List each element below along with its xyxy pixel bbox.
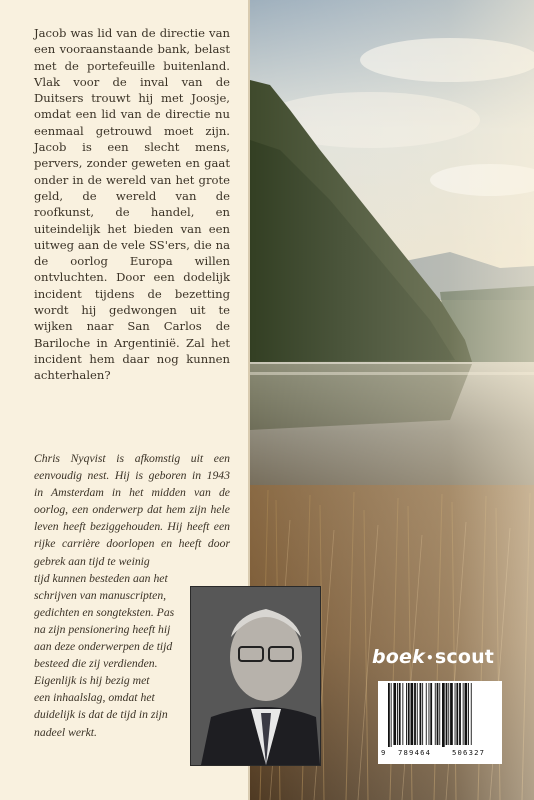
barcode-bar [450,683,453,745]
bio-line: rijke carrière doorlopen en heeft door [34,537,230,551]
barcode-bar [393,683,396,745]
barcode-bar [399,683,401,745]
bio-line: gebrek aan tijd te weinig [34,554,150,568]
barcode-bar [437,683,439,745]
publisher-logo [372,646,494,668]
bio-line: oorlog, een onderwerp dat hem zijn hele [34,503,230,517]
barcode-bar [397,683,398,745]
bio-line: leven heeft beziggehouden. Hij heeft een [34,520,230,534]
barcode-bar [391,683,392,747]
barcode-bar [411,683,414,745]
publisher-name-part2: scout [434,646,495,668]
barcode-bar [435,683,436,745]
barcode-bars [378,681,502,747]
barcode-bar [448,683,449,745]
barcode-bar [471,683,472,745]
barcode-bar [459,683,461,745]
bio-line: gedichten en songteksten. Pas [34,605,175,619]
bio-line: duidelijk is dat de tijd in zijn [34,708,168,722]
bio-line: tijd kunnen besteden aan het [34,571,168,585]
book-blurb: Jacob was lid van de directie van een vooraanstaande bank, belast met de portefeuille buitenland. Vlak voor de inval van de Duitsers trouwt hij met Joosje, omdat een lid van de directie nu eenmaal getrouwd moet zijn. Jacob is een slecht mens, pervers, zonder geweten en gaat onder in de wereld van het grote geld, de wereld van de roofkunst, de handel, en uiteindelijk het bieden van een uitweg aan de vele SS'ers, die na de oorlog Europa willen ontvluchten. Door een dodelijk incident tijdens de bezetting wordt hij gedwongen uit te wijken naar San Carlos de Bariloche in Argentinië. Zal het incident hem daar nog kunnen achterhalen? [34,26,230,383]
barcode-bar [388,683,390,747]
isbn-group-1: 789464 [398,748,432,757]
barcode-bar [426,683,427,745]
bio-line: na zijn pensionering heeft hij [34,622,171,636]
barcode-bar [417,683,418,745]
isbn-first-digit: 9 [381,748,386,757]
barcode-bar [406,683,407,745]
barcode-bar [442,683,445,747]
author-photo [190,586,321,766]
author-portrait-image [191,587,320,765]
bio-line: Eigenlijk is hij bezig met [34,674,150,688]
bio-line: schrijven van manuscripten, [34,588,167,602]
barcode-bar [420,683,422,745]
barcode-bar [422,683,423,745]
bio-line: aan deze onderwerpen de tijd [34,640,173,654]
publisher-name-part1: boek [372,646,425,668]
bio-line: in Amsterdam in het midden van de [34,486,230,500]
barcode-bar [402,683,403,745]
bio-line: eenvoudig nest. Hij is geboren in 1943 [34,469,230,483]
bio-line: nadeel werkt. [34,725,97,739]
barcode-bar [456,683,458,745]
bio-line: een inhaalslag, omdat het [34,691,155,705]
barcode-bar [408,683,410,745]
bio-line: besteed die zij verdienden. [34,657,158,671]
isbn-group-2: 506327 [452,748,486,757]
barcode-bar [414,683,416,745]
barcode-bar [455,683,456,745]
publisher-dot: • [425,650,434,665]
bio-line: Chris Nyqvist is afkomstig uit een [34,452,230,465]
barcode-bar [446,683,448,745]
barcode-bar [463,683,464,745]
barcode-bar [430,683,432,745]
barcode-bar [439,683,440,745]
barcode-bar [468,683,469,745]
isbn-barcode [378,681,502,764]
barcode-bar [429,683,430,745]
barcode-bar [465,683,468,745]
